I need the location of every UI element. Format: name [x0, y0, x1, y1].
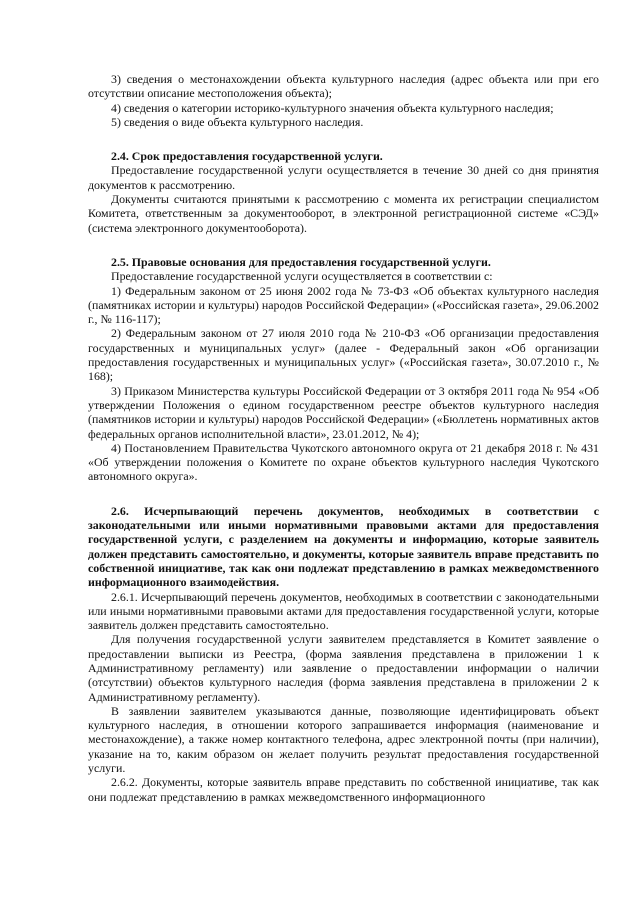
spacer: [88, 129, 599, 149]
spacer: [88, 235, 599, 255]
list-item: 2) Федеральным законом от 27 июля 2010 года № 210-ФЗ «Об организации предоставления государственных и муниципальных услуг» (далее - Федеральный закон «Об организации предоставления государственных и муниципальных услуг» («Российская газета», 30.07.2010 г., № 168);: [88, 326, 599, 384]
spacer: [88, 484, 599, 504]
list-item: 3) сведения о местонахождении объекта культурного наследия (адрес объекта или при его отсутствии описание местоположения объекта);: [88, 72, 599, 101]
list-item: 4) сведения о категории историко-культурного значения объекта культурного наследия;: [111, 100, 554, 115]
paragraph: Для получения государственной услуги заявителем представляется в Комитет заявление о предоставлении выписки из Реестра, (форма заявления представлена в приложении 1 к Административному регламенту) или заявление о предоставлении информации о наличии (отсутствии) объектов культурного наследия (форма заявления представлена в приложении 2 к Административному регламенту).: [88, 632, 599, 704]
list-item: 4) Постановлением Правительства Чукотского автономного округа от 21 декабря 2018 г. № 431 «Об утверждении положения о Комитете по охране объектов культурного наследия Чукотского автономного округа».: [88, 440, 599, 484]
paragraph: 2.6.2. Документы, которые заявитель вправе представить по собственной инициативе, так как они подлежат представлению в рамках межведомственного информационного: [88, 775, 599, 804]
paragraph: В заявлении заявителем указываются данные, позволяющие идентифицировать объект культурного наследия, в отношении которого запрашивается информация (наименование и местонахождение), а также номер контактного телефона, адрес электронной почты (при наличии), указание на то, каким образом он желает получить результат предоставления государственной услуги.: [88, 703, 599, 776]
paragraph: Документы считаются принятыми к рассмотрению с момента их регистрации специалистом Комитета, ответственным за документооборот, в электронной регистрационной системе «СЭД» (система электронного документооборота).: [88, 192, 599, 235]
paragraph: 2.6.1. Исчерпывающий перечень документов, необходимых в соответствии с законодательными или иными нормативными правовыми актами для предоставления государственной услуги, которые заявитель должен представить самостоятельно.: [88, 589, 599, 633]
paragraph: Предоставление государственной услуги осуществляется в течение 30 дней со дня принятия документов к рассмотрению.: [88, 163, 599, 192]
list-item: 1) Федеральным законом от 25 июня 2002 года № 73-ФЗ «Об объектах культурного наследия (памятниках истории и культуры) народов Российской Федерации» («Российская газета», 29.06.2002 г., № 116-117);: [88, 283, 599, 327]
list-item: 3) Приказом Министерства культуры Российской Федерации от 3 октября 2011 года № 954 «Об утверждении Положения о едином государственном реестре объектов культурного наследия (памятников истории и культуры) народов Российской Федерации» («Бюллетень нормативных актов федеральных органов исполнительной власти», 23.01.2012, № 4);: [88, 383, 599, 441]
section-heading-2-6: 2.6. Исчерпывающий перечень документов, необходимых в соответствии с законодательными или иными нормативными правовыми актами для предоставления государственной услуги, с разделением на документы и информацию, которые заявитель должен представить самостоятельно, и документы, которые заявитель вправе представить по собственной инициативе, так как они подлежат представлению в рамках межведомственного информационного взаимодействия.: [88, 503, 599, 590]
section-heading-2-5: 2.5. Правовые основания для предоставления государственной услуги.: [111, 254, 491, 269]
list-item: 5) сведения о виде объекта культурного наследия.: [111, 114, 364, 129]
document-page: [88, 72, 599, 804]
section-heading-2-4: 2.4. Срок предоставления государственной услуги.: [111, 149, 383, 164]
paragraph: Предоставление государственной услуги осуществляется в соответствии с:: [111, 269, 493, 284]
